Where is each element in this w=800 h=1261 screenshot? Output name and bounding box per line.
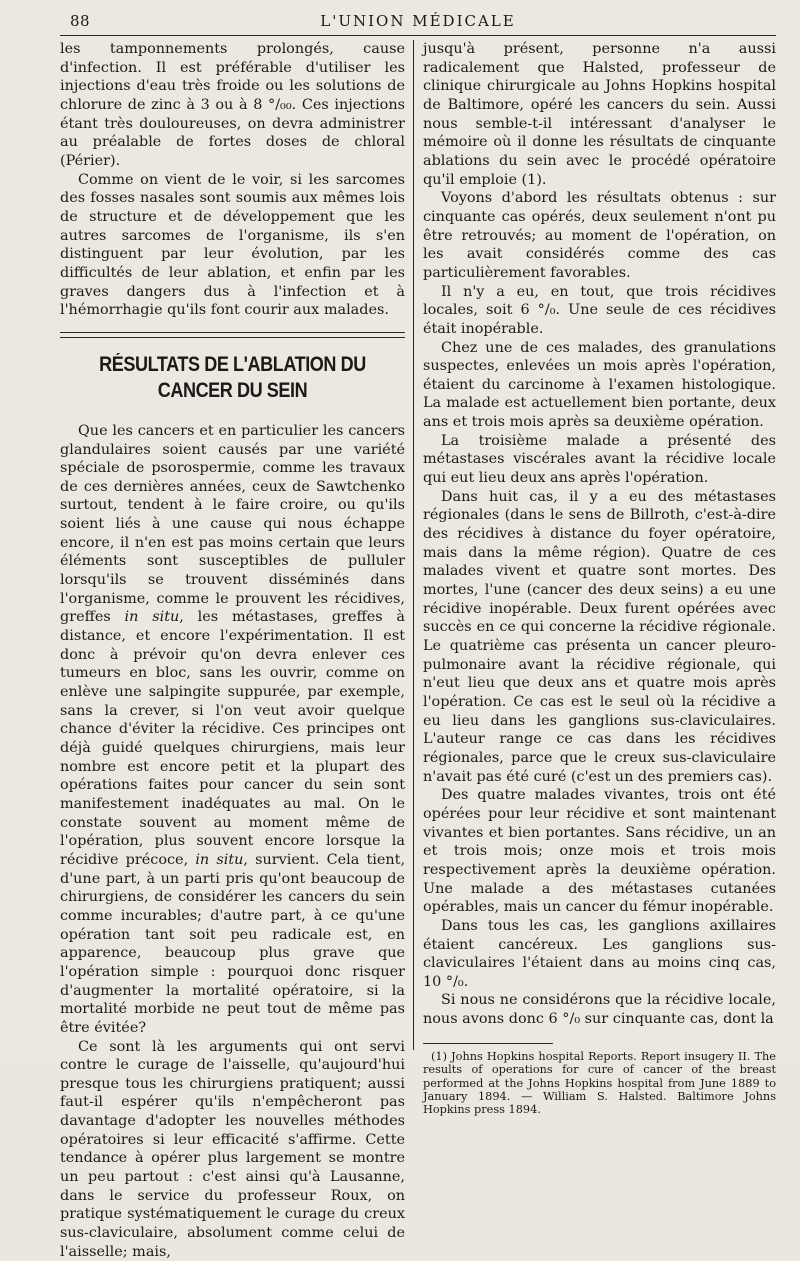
paragraph: les tamponnements prolongés, cause d'infection. Il est préférable d'utiliser les injections d'eau très froide ou les solutions de chlorure de zinc à 3 ou à 8 °/₀₀. Ces injections étant très douloureuses, on devra administrer au préalable de fortes doses de chloral (Périer). xyxy=(60,40,405,171)
paragraph: Dans tous les cas, les ganglions axillaires étaient cancéreux. Les ganglions sus-claviculaires l'étaient dans au moins cinq cas, 10 °/₀. xyxy=(423,917,776,992)
text-run: , les métastases, greffes à distance, et encore l'expérimentation. Il est donc à prévoir qu'on devra enlever ces tumeurs en bloc, sans les ouvrir, comme on enlève une salpingite suppurée, par exemple, sans la crever, si l'on veut avoir quelque chance d'éviter la récidive. Ces principes ont déjà guidé quelques chirurgiens, mais leur nombre est encore petit et la plupart des opérations faites pour cancer du sein sont manifestement inadéquates au mal. On le constate souvent au moment même de l'opération, plus souvent encore lorsque la récidive précoce, xyxy=(60,609,405,868)
italic-term: in situ xyxy=(195,852,243,868)
section-title: RÉSULTATS DE L'ABLATION DU CANCER DU SEIN xyxy=(84,352,381,404)
paragraph xyxy=(60,422,405,1038)
paragraph: jusqu'à présent, personne n'a aussi radicalement que Halsted, professeur de clinique chirurgicale au Johns Hopkins hospital de Baltimore, opéré les cancers du sein. Aussi nous semble-t-il intéressant d'analyser le mémoire où il donne les résultats de cinquante ablations du sein avec le procédé opératoire qu'il emploie (1). xyxy=(423,40,776,189)
paragraph: Dans huit cas, il y a eu des métastases régionales (dans le sens de Billroth, c'est-à-dire des récidives à distance du foyer opératoire, mais dans la même région). Quatre de ces malades vivent et quatre sont mortes. Des mortes, l'une (cancer des deux seins) a eu une récidive inopérable. Deux furent opérées avec succès en ce qui concerne la récidive régionale. Le quatrième cas présenta un cancer pleuro-pulmonaire avant la récidive régionale, qui n'eut lieu que deux ans et quatre mois après l'opération. Ce cas est le seul où la récidive a eu lieu dans les ganglions sus-claviculaires. L'auteur range ce cas dans les récidives régionales, parce que le creux sus-claviculaire n'avait pas été curé (c'est un des premiers cas). xyxy=(423,488,776,787)
section-double-rule xyxy=(60,332,405,338)
footnote-rule xyxy=(423,1043,553,1044)
paragraph: Des quatre malades vivantes, trois ont été opérées pour leur récidive et sont maintenant vivantes et bien portantes. Sans récidive, un an et trois mois; onze mois et trois mois respectivement après la deuxième opération. Une malade a des métastases cutanées opérables, mais un cancer du fémur inopérable. xyxy=(423,786,776,917)
footnote: (1) Johns Hopkins hospital Reports. Report insugery II. The results of operations for cure of cancer of the breast performed at the Johns Hopkins hospital from June 1889 to January 1894. — William S. Halsted. Baltimore Johns Hopkins press 1894. xyxy=(423,1050,776,1117)
header-rule xyxy=(60,35,776,36)
page-number: 88 xyxy=(70,12,90,30)
paragraph: Il n'y a eu, en tout, que trois récidives locales, soit 6 °/₀. Une seule de ces récidives était inopérable. xyxy=(423,283,776,339)
right-column xyxy=(423,40,776,1117)
paragraph: La troisième malade a présenté des métastases viscérales avant la récidive locale qui eut lieu deux ans après l'opération. xyxy=(423,432,776,488)
page-header xyxy=(60,8,776,36)
running-title: L'UNION MÉDICALE xyxy=(60,12,776,30)
column-divider xyxy=(413,40,414,1050)
left-column xyxy=(60,40,405,1261)
paragraph: Comme on vient de le voir, si les sarcomes des fosses nasales sont soumis aux mêmes lois de structure et de développement que les autres sarcomes de l'organisme, ils s'en distinguent par leur évolution, par les difficultés de leur ablation, et enfin par les graves dangers dus à l'infection et à l'hémorrhagie qu'ils font courir aux malades. xyxy=(60,171,405,320)
paragraph: Voyons d'abord les résultats obtenus : sur cinquante cas opérés, deux seulement n'ont pu être retrouvés; au moment de l'opération, on les avait considérés comme des cas particulièrement favorables. xyxy=(423,189,776,282)
text-run: Que les cancers et en particulier les cancers glandulaires soient causés par une variété spéciale de psorospermie, comme les travaux de ces dernières années, ceux de Sawtchenko surtout, tendent à le faire croire, ou qu'ils soient liés à une cause qui nous échappe encore, il n'en est pas moins certain que leurs éléments sont susceptibles de pulluler lorsqu'ils se trouvent disséminés dans l'organisme, comme le prouvent les récidives, greffes xyxy=(60,423,405,626)
paragraph: Ce sont là les arguments qui ont servi contre le curage de l'aisselle, qu'aujourd'hui presque tous les chirurgiens pratiquent; aussi faut-il espérer qu'ils n'empêcheront pas davantage d'adopter les nouvelles méthodes opératoires si leur efficacité s'affirme. Cette tendance à opérer plus largement se montre un peu partout : c'est ainsi qu'à Lausanne, dans le service du professeur Roux, on pratique systématiquement le curage du creux sus-claviculaire, absolument comme celui de l'aisselle; mais, xyxy=(60,1038,405,1261)
italic-term: in situ xyxy=(125,609,180,625)
text-run: , survient. Cela tient, d'une part, à un parti pris qu'ont beaucoup de chirurgiens, de considérer les cancers du sein comme incurables; d'autre part, à ce qu'une opération tant soit peu radicale est, en apparence, beaucoup plus grave que l'opération simple : pourquoi donc risquer d'augmenter la mortalité opératoire, si la mortalité morbide ne peut tout de même pas être évitée? xyxy=(60,852,405,1036)
paragraph: Si nous ne considérons que la récidive locale, nous avons donc 6 °/₀ sur cinquante cas, dont la xyxy=(423,991,776,1028)
paragraph: Chez une de ces malades, des granulations suspectes, enlevées un mois après l'opération, étaient du carcinome à l'examen histologique. La malade est actuellement bien portante, deux ans et trois mois après sa deuxième opération. xyxy=(423,339,776,432)
